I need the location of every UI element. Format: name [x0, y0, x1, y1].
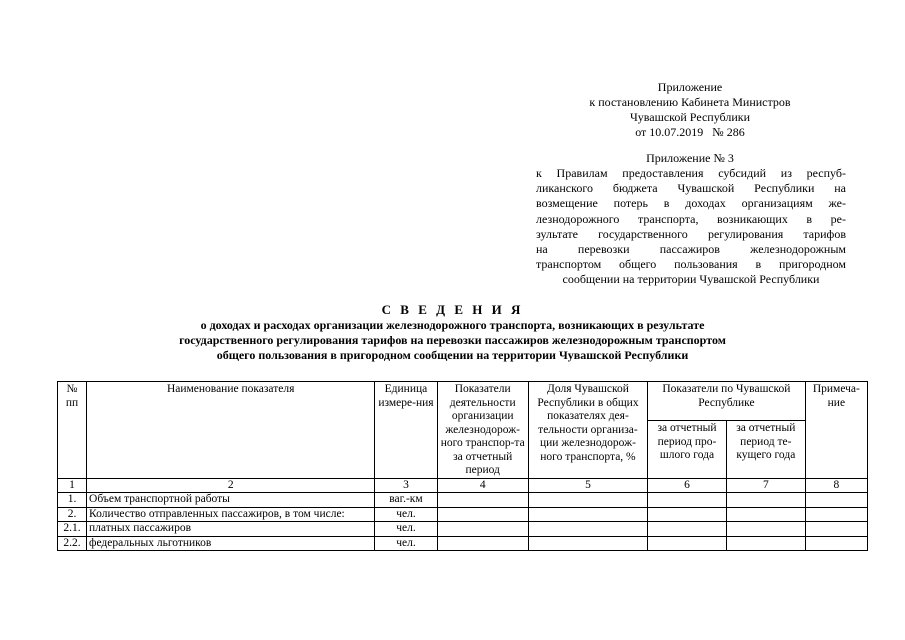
row-cell — [437, 507, 528, 522]
row-name: Количество отправленных пассажиров, в том числе: — [87, 507, 375, 522]
row-num: 2. — [58, 507, 87, 522]
row-cell — [437, 493, 528, 508]
row-cell — [726, 536, 805, 551]
document-subtitle-line: общего пользования в пригородном сообщении на территории Чувашской Республики — [216, 348, 689, 362]
row-cell — [726, 522, 805, 537]
row-cell — [437, 522, 528, 537]
row-cell — [648, 507, 727, 522]
header-num: № пп — [58, 382, 87, 479]
column-number: 7 — [726, 478, 805, 493]
row-num: 2.1. — [58, 522, 87, 537]
row-cell — [648, 493, 727, 508]
appendix-1-line: от 10.07.2019 № 286 — [635, 125, 745, 139]
appendix-1-block — [560, 80, 820, 140]
row-name: федеральных льготников — [87, 536, 375, 551]
row-cell — [437, 536, 528, 551]
appendix-1-line: Чувашской Республики — [629, 110, 751, 124]
appendix-1-line: Приложение — [657, 80, 723, 94]
header-unit: Единица измере-ния — [375, 382, 437, 479]
appendix-3-line: возмещение потерь в доходах организациям же- — [536, 196, 846, 211]
row-unit: чел. — [375, 522, 437, 537]
row-cell — [726, 507, 805, 522]
document-subtitle-line: государственного регулирования тарифов на перевозки пассажиров железнодорожным транспортом — [179, 333, 726, 347]
column-number: 5 — [528, 478, 647, 493]
column-number: 6 — [648, 478, 727, 493]
row-num: 1. — [58, 493, 87, 508]
appendix-3-title: Приложение № 3 — [646, 151, 734, 165]
row-cell — [805, 493, 867, 508]
row-cell — [726, 493, 805, 508]
appendix-3-line: ликанского бюджета Чувашской Республики на — [536, 181, 846, 196]
column-number: 2 — [87, 478, 375, 493]
row-cell — [528, 536, 647, 551]
row-unit: ваг.-км — [375, 493, 437, 508]
data-table — [57, 381, 868, 551]
appendix-3-line: сообщении на территории Чувашской Республики — [562, 272, 820, 287]
column-number: 1 — [58, 478, 87, 493]
header-note: Примеча-ние — [805, 382, 867, 479]
appendix-3-body — [536, 166, 846, 288]
row-cell — [805, 522, 867, 537]
header-chuv-prev: за отчетный период про-шлого года — [648, 421, 727, 478]
document-subtitle-line: о доходах и расходах организации железнодорожного транспорта, возникающих в результате — [200, 318, 705, 332]
header-chuv-curr: за отчетный период те-кущего года — [726, 421, 805, 478]
column-numbers-row — [58, 478, 868, 493]
table-row — [58, 493, 868, 508]
appendix-1-line: к постановлению Кабинета Министров — [589, 95, 791, 109]
row-cell — [648, 536, 727, 551]
appendix-3-line: транспортом общего пользования в пригородном — [536, 257, 846, 272]
row-cell — [528, 522, 647, 537]
row-name: платных пассажиров — [87, 522, 375, 537]
row-name: Объем транспортной работы — [87, 493, 375, 508]
row-unit: чел. — [375, 536, 437, 551]
row-cell — [648, 522, 727, 537]
row-cell — [805, 536, 867, 551]
row-cell — [805, 507, 867, 522]
column-number: 3 — [375, 478, 437, 493]
appendix-3-line: лезнодорожного транспорта, возникающих в ре- — [536, 211, 846, 226]
header-name: Наименование показателя — [87, 382, 375, 479]
row-num: 2.2. — [58, 536, 87, 551]
appendix-3-line: к Правилам предоставления субсидий из респуб- — [536, 166, 846, 180]
row-unit: чел. — [375, 507, 437, 522]
table-row — [58, 522, 868, 537]
table-row — [58, 536, 868, 551]
table-row — [58, 507, 868, 522]
column-number: 8 — [805, 478, 867, 493]
appendix-3-line: зультате государственного регулирования тарифов — [536, 226, 846, 241]
header-share: Доля Чувашской Республики в общих показателях дея-тельности организа-ции железнодорож-ного транспорта, % — [528, 382, 647, 479]
row-cell — [528, 493, 647, 508]
table-header-row — [58, 382, 868, 421]
row-cell — [528, 507, 647, 522]
document-title: С В Е Д Е Н И Я — [381, 302, 524, 317]
header-org: Показатели деятельности организации железнодорож-ного транспор-та за отчетный период — [437, 382, 528, 479]
appendix-3-line: на перевозки пассажиров железнодорожным — [536, 242, 846, 257]
column-number: 4 — [437, 478, 528, 493]
document-heading — [80, 302, 825, 363]
header-chuv-group: Показатели по Чувашской Республике — [648, 382, 806, 421]
